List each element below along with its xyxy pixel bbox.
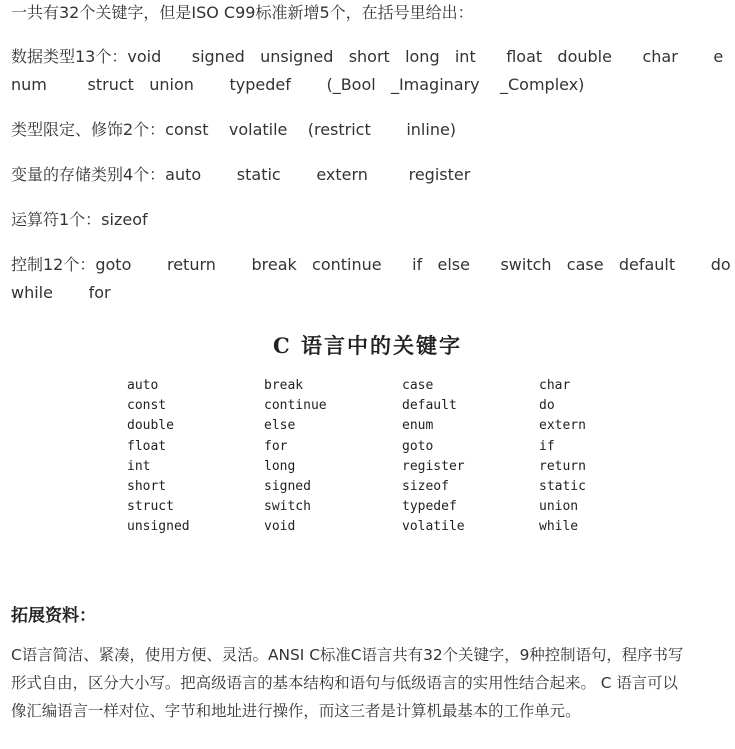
keyword-cell: volatile [402,519,465,535]
intro-text: 一共有32个关键字，但是ISO C99标准新增5个，在括号里给出： [11,3,474,22]
keyword-cell: else [264,418,296,434]
control-line-1: 控制12个：goto return break continue if else switch case default do [11,255,731,274]
keyword-cell: enum [402,418,434,434]
keyword-cell: register [402,458,465,474]
keyword-cell: case [402,378,434,393]
keyword-cell: break [264,378,304,393]
keyword-cell: return [539,458,586,474]
keyword-cell: do [539,398,555,414]
storage-class-line: 变量的存储类别4个：auto static extern register [11,165,471,184]
keyword-cell: signed [264,478,311,494]
keyword-table [127,378,639,540]
keyword-cell: while [539,519,579,535]
data-types-line-1: 数据类型13个：void signed unsigned short long int float double char e [11,47,724,66]
keyword-cell: int [127,458,151,474]
keyword-cell: for [264,438,288,454]
keyword-cell: auto [127,378,159,393]
keyword-cell: continue [264,398,327,414]
keyword-cell: sizeof [402,478,449,494]
extended-info-paragraph [11,641,723,725]
keyword-cell: long [264,458,296,474]
extended-info-line: 像汇编语言一样对位、字节和地址进行操作，而这三者是计算机最基本的工作单元。 [11,702,581,720]
keyword-cell: switch [264,499,311,515]
keyword-cell: default [402,398,457,414]
keyword-cell: short [127,478,167,494]
extended-info-line: C语言简洁、紧凑，使用方便、灵活。ANSI C标准C语言共有32个关键字，9种控制语句，程序书写 [11,646,684,664]
operator-line: 运算符1个：sizeof [11,210,148,229]
keyword-cell: struct [127,499,174,515]
control-line-2: while for [11,283,111,302]
data-types-line-2: num struct union typedef (_Bool _Imaginary _Complex) [11,75,585,94]
keyword-table-title: C 语言中的关键字 [272,333,463,358]
type-qualifiers-line: 类型限定、修饰2个：const volatile (restrict inline) [11,120,457,139]
keyword-cell: goto [402,438,434,454]
extended-info-line: 形式自由，区分大小写。把高级语言的基本结构和语句与低级语言的实用性结合起来。 C 语言可以 [11,674,678,692]
keyword-cell: char [539,378,571,393]
keyword-cell: double [127,418,174,434]
keyword-cell: if [539,438,555,454]
extended-info-heading: 拓展资料： [11,606,96,626]
keyword-cell: union [539,499,579,515]
keyword-cell: extern [539,418,586,434]
keyword-cell: const [127,398,167,414]
keyword-cell: static [539,478,586,494]
keyword-cell: unsigned [127,519,190,535]
keyword-cell: typedef [402,499,457,515]
keyword-cell: float [127,438,167,454]
keyword-cell: void [264,519,296,535]
